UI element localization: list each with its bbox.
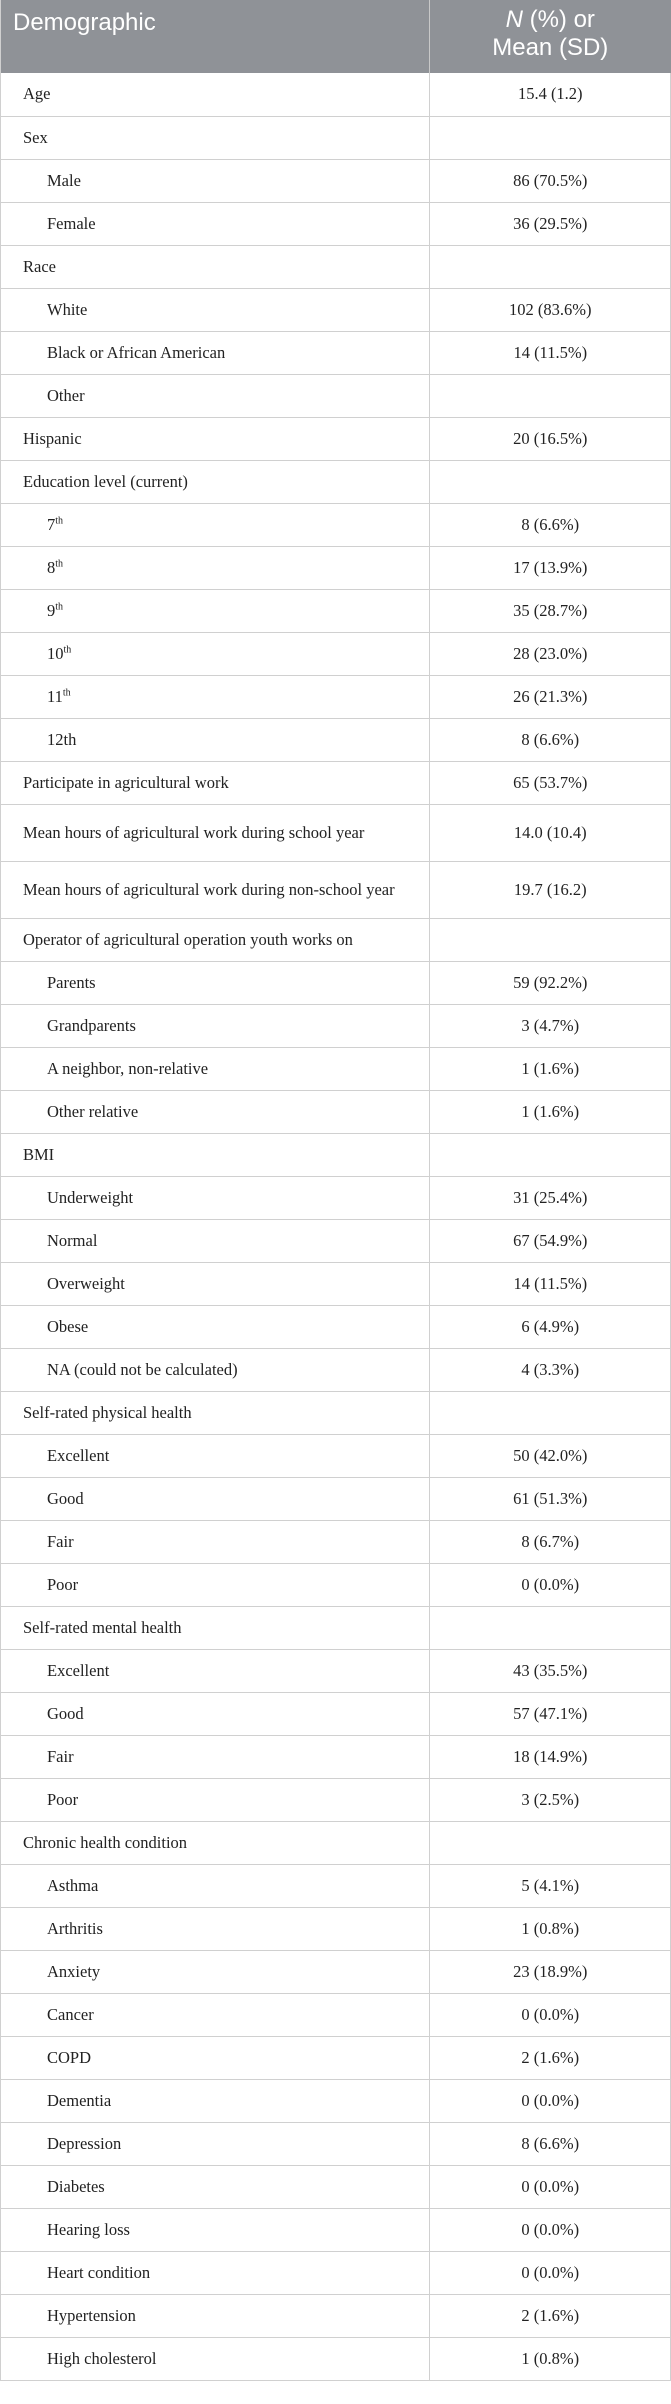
table-row xyxy=(1,2337,671,2380)
table-row xyxy=(1,761,671,804)
row-label-text: 10 xyxy=(47,643,64,663)
row-label xyxy=(1,1778,429,1821)
row-value xyxy=(429,1133,671,1176)
row-label xyxy=(1,1434,429,1477)
row-label xyxy=(1,1821,429,1864)
row-value xyxy=(429,918,671,961)
row-label xyxy=(1,1907,429,1950)
row-label-text: Age xyxy=(23,84,51,104)
header-n-percent-mean xyxy=(429,0,671,73)
header-demographic: Demographic xyxy=(1,0,429,73)
row-label-text: Mean hours of agricultural work during non-school year xyxy=(23,879,395,899)
row-value: 19.7 (16.2) xyxy=(429,861,671,918)
row-label-text: Other relative xyxy=(47,1101,139,1121)
row-label-text: Female xyxy=(47,213,96,233)
row-label xyxy=(1,761,429,804)
row-label-text: Cancer xyxy=(47,2004,94,2024)
row-label xyxy=(1,2251,429,2294)
row-label-text: Sex xyxy=(23,127,48,147)
row-value: 35 (28.7%) xyxy=(429,589,671,632)
row-value: 0 (0.0%) xyxy=(429,2251,671,2294)
row-label-text: 12th xyxy=(47,729,77,749)
row-value: 43 (35.5%) xyxy=(429,1649,671,1692)
row-label-text: Fair xyxy=(47,1531,74,1551)
row-value: 23 (18.9%) xyxy=(429,1950,671,1993)
row-label xyxy=(1,804,429,861)
row-value: 59 (92.2%) xyxy=(429,961,671,1004)
row-label xyxy=(1,2036,429,2079)
row-label-text: Self-rated physical health xyxy=(23,1402,192,1422)
row-label-text: Heart condition xyxy=(47,2262,151,2282)
table-row xyxy=(1,1090,671,1133)
row-label xyxy=(1,1047,429,1090)
table-row xyxy=(1,1735,671,1778)
row-label-text: 9 xyxy=(47,600,56,620)
row-label xyxy=(1,589,429,632)
row-value: 28 (23.0%) xyxy=(429,632,671,675)
row-value: 18 (14.9%) xyxy=(429,1735,671,1778)
table-row xyxy=(1,1219,671,1262)
table-row xyxy=(1,202,671,245)
row-label xyxy=(1,2122,429,2165)
row-label xyxy=(1,861,429,918)
row-value: 4 (3.3%) xyxy=(429,1348,671,1391)
row-label-text: Participate in agricultural work xyxy=(23,772,229,792)
row-label xyxy=(1,2337,429,2380)
table-row xyxy=(1,2036,671,2079)
row-value: 36 (29.5%) xyxy=(429,202,671,245)
table-row xyxy=(1,918,671,961)
row-label xyxy=(1,675,429,718)
table-row xyxy=(1,1692,671,1735)
table-row xyxy=(1,417,671,460)
row-value xyxy=(429,460,671,503)
row-value: 8 (6.6%) xyxy=(429,718,671,761)
row-value: 14.0 (10.4) xyxy=(429,804,671,861)
row-value: 2 (1.6%) xyxy=(429,2036,671,2079)
row-label-text: Male xyxy=(47,170,81,190)
table-row xyxy=(1,1004,671,1047)
row-label-text: Overweight xyxy=(47,1273,125,1293)
row-value: 17 (13.9%) xyxy=(429,546,671,589)
table-row xyxy=(1,245,671,288)
table-row xyxy=(1,1520,671,1563)
row-label-text: Poor xyxy=(47,1574,79,1594)
row-label-text: Education level (current) xyxy=(23,471,188,491)
row-value: 6 (4.9%) xyxy=(429,1305,671,1348)
row-label-text: Hispanic xyxy=(23,428,82,448)
row-label xyxy=(1,2294,429,2337)
row-value: 1 (1.6%) xyxy=(429,1047,671,1090)
row-value: 26 (21.3%) xyxy=(429,675,671,718)
table-row xyxy=(1,73,671,116)
header-row xyxy=(1,0,671,73)
row-label-text: Poor xyxy=(47,1789,79,1809)
row-label-text: High cholesterol xyxy=(47,2348,157,2368)
row-label xyxy=(1,73,429,116)
row-label xyxy=(1,1219,429,1262)
row-label xyxy=(1,202,429,245)
table-row xyxy=(1,632,671,675)
row-value: 67 (54.9%) xyxy=(429,1219,671,1262)
table-row xyxy=(1,1133,671,1176)
row-label xyxy=(1,2208,429,2251)
row-label xyxy=(1,1133,429,1176)
row-label xyxy=(1,1950,429,1993)
table-row xyxy=(1,675,671,718)
table-row xyxy=(1,460,671,503)
demographics-table xyxy=(1,0,671,2381)
table-row xyxy=(1,961,671,1004)
ordinal-suffix: th xyxy=(55,558,64,569)
ordinal-suffix: th xyxy=(62,687,71,698)
table-row xyxy=(1,589,671,632)
row-label-text: Asthma xyxy=(47,1875,99,1895)
row-label xyxy=(1,1090,429,1133)
row-label xyxy=(1,1262,429,1305)
table-row xyxy=(1,288,671,331)
row-value: 3 (2.5%) xyxy=(429,1778,671,1821)
table-row xyxy=(1,2251,671,2294)
row-label-text: Hypertension xyxy=(47,2305,136,2325)
row-label-text: Excellent xyxy=(47,1660,110,1680)
table-row xyxy=(1,1477,671,1520)
row-label xyxy=(1,718,429,761)
row-value: 1 (1.6%) xyxy=(429,1090,671,1133)
table-row xyxy=(1,1262,671,1305)
row-value xyxy=(429,245,671,288)
row-label xyxy=(1,417,429,460)
ordinal-suffix: th xyxy=(55,515,64,526)
row-label xyxy=(1,1692,429,1735)
row-value: 14 (11.5%) xyxy=(429,331,671,374)
table-row xyxy=(1,718,671,761)
row-label-text: Operator of agricultural operation youth works on xyxy=(23,929,353,949)
row-value: 0 (0.0%) xyxy=(429,1993,671,2036)
ordinal-suffix: th xyxy=(55,601,64,612)
table-row xyxy=(1,331,671,374)
row-label xyxy=(1,1735,429,1778)
table-row xyxy=(1,2208,671,2251)
row-label-text: Parents xyxy=(47,972,96,992)
row-label xyxy=(1,1391,429,1434)
table-row xyxy=(1,1606,671,1649)
row-value xyxy=(429,116,671,159)
table-row xyxy=(1,1821,671,1864)
table-row xyxy=(1,1950,671,1993)
row-label xyxy=(1,1606,429,1649)
table-row xyxy=(1,1434,671,1477)
table-row xyxy=(1,159,671,202)
row-label xyxy=(1,1477,429,1520)
row-label xyxy=(1,1305,429,1348)
row-value: 2 (1.6%) xyxy=(429,2294,671,2337)
row-label xyxy=(1,331,429,374)
table-row xyxy=(1,1391,671,1434)
row-label xyxy=(1,1348,429,1391)
row-value: 5 (4.1%) xyxy=(429,1864,671,1907)
row-label-text: Depression xyxy=(47,2133,122,2153)
row-value: 3 (4.7%) xyxy=(429,1004,671,1047)
row-label xyxy=(1,632,429,675)
row-label-text: Hearing loss xyxy=(47,2219,130,2239)
row-label-text: Diabetes xyxy=(47,2176,105,2196)
row-label xyxy=(1,2079,429,2122)
table-row xyxy=(1,1563,671,1606)
table-row xyxy=(1,1993,671,2036)
row-label-text: Excellent xyxy=(47,1445,110,1465)
row-label-text: A neighbor, non-relative xyxy=(47,1058,209,1078)
row-label xyxy=(1,1520,429,1563)
table-row xyxy=(1,1348,671,1391)
table-row xyxy=(1,546,671,589)
row-value: 15.4 (1.2) xyxy=(429,73,671,116)
row-value: 14 (11.5%) xyxy=(429,1262,671,1305)
row-label-text: Mean hours of agricultural work during school year xyxy=(23,822,365,842)
row-label-text: Normal xyxy=(47,1230,98,1250)
row-value: 61 (51.3%) xyxy=(429,1477,671,1520)
row-label xyxy=(1,918,429,961)
table-row xyxy=(1,1649,671,1692)
row-value: 8 (6.6%) xyxy=(429,2122,671,2165)
row-label-text: Self-rated mental health xyxy=(23,1617,182,1637)
table-body xyxy=(1,73,671,2380)
table-row xyxy=(1,2079,671,2122)
table-header xyxy=(1,0,671,73)
row-label xyxy=(1,546,429,589)
row-value xyxy=(429,1606,671,1649)
row-label xyxy=(1,159,429,202)
table-row xyxy=(1,1047,671,1090)
row-label-text: Black or African American xyxy=(47,342,226,362)
table-row xyxy=(1,1305,671,1348)
row-value: 0 (0.0%) xyxy=(429,2165,671,2208)
row-value: 50 (42.0%) xyxy=(429,1434,671,1477)
table-row xyxy=(1,2294,671,2337)
row-value: 0 (0.0%) xyxy=(429,2208,671,2251)
table-row xyxy=(1,804,671,861)
row-value: 31 (25.4%) xyxy=(429,1176,671,1219)
header-mean-sd: Mean (SD) xyxy=(492,34,609,61)
row-label-text: Anxiety xyxy=(47,1961,101,1981)
table-row xyxy=(1,861,671,918)
row-value: 1 (0.8%) xyxy=(429,1907,671,1950)
table-row xyxy=(1,1907,671,1950)
row-label-text: White xyxy=(47,299,88,319)
header-percent-or: (%) or xyxy=(522,6,595,33)
row-label xyxy=(1,1004,429,1047)
row-value: 0 (0.0%) xyxy=(429,2079,671,2122)
row-label xyxy=(1,374,429,417)
table-row xyxy=(1,1176,671,1219)
header-n-italic: N xyxy=(505,6,523,33)
row-label-text: Good xyxy=(47,1488,84,1508)
row-label-text: Underweight xyxy=(47,1187,134,1207)
row-value xyxy=(429,1821,671,1864)
row-label-text: Race xyxy=(23,256,56,276)
row-label-text: Obese xyxy=(47,1316,89,1336)
row-label xyxy=(1,961,429,1004)
row-label xyxy=(1,460,429,503)
row-label-text: Chronic health condition xyxy=(23,1832,188,1852)
row-value: 57 (47.1%) xyxy=(429,1692,671,1735)
row-label-text: Grandparents xyxy=(47,1015,136,1035)
row-label-text: Fair xyxy=(47,1746,74,1766)
row-label-text: Other xyxy=(47,385,85,405)
row-value xyxy=(429,1391,671,1434)
table-row xyxy=(1,2122,671,2165)
row-label-text: COPD xyxy=(47,2047,92,2067)
row-label xyxy=(1,1864,429,1907)
row-label xyxy=(1,1993,429,2036)
table-row xyxy=(1,1864,671,1907)
row-value: 65 (53.7%) xyxy=(429,761,671,804)
row-label-text: Good xyxy=(47,1703,84,1723)
row-value: 86 (70.5%) xyxy=(429,159,671,202)
row-value: 8 (6.6%) xyxy=(429,503,671,546)
row-label-text: 7 xyxy=(47,514,56,534)
row-label xyxy=(1,288,429,331)
row-label xyxy=(1,1176,429,1219)
row-label-text: Arthritis xyxy=(47,1918,103,1938)
ordinal-suffix: th xyxy=(63,644,72,655)
row-label xyxy=(1,503,429,546)
table-row xyxy=(1,2165,671,2208)
row-label xyxy=(1,1563,429,1606)
row-value xyxy=(429,374,671,417)
row-label xyxy=(1,2165,429,2208)
row-value: 0 (0.0%) xyxy=(429,1563,671,1606)
row-label xyxy=(1,1649,429,1692)
row-value: 1 (0.8%) xyxy=(429,2337,671,2380)
row-label-text: 8 xyxy=(47,557,56,577)
table-row xyxy=(1,116,671,159)
row-value: 102 (83.6%) xyxy=(429,288,671,331)
table-row xyxy=(1,503,671,546)
row-value: 8 (6.7%) xyxy=(429,1520,671,1563)
row-label-text: 11 xyxy=(47,686,63,706)
row-label-text: BMI xyxy=(23,1144,55,1164)
row-value: 20 (16.5%) xyxy=(429,417,671,460)
row-label xyxy=(1,116,429,159)
table-row xyxy=(1,374,671,417)
row-label xyxy=(1,245,429,288)
row-label-text: NA (could not be calculated) xyxy=(47,1359,238,1379)
row-label-text: Dementia xyxy=(47,2090,112,2110)
table-row xyxy=(1,1778,671,1821)
